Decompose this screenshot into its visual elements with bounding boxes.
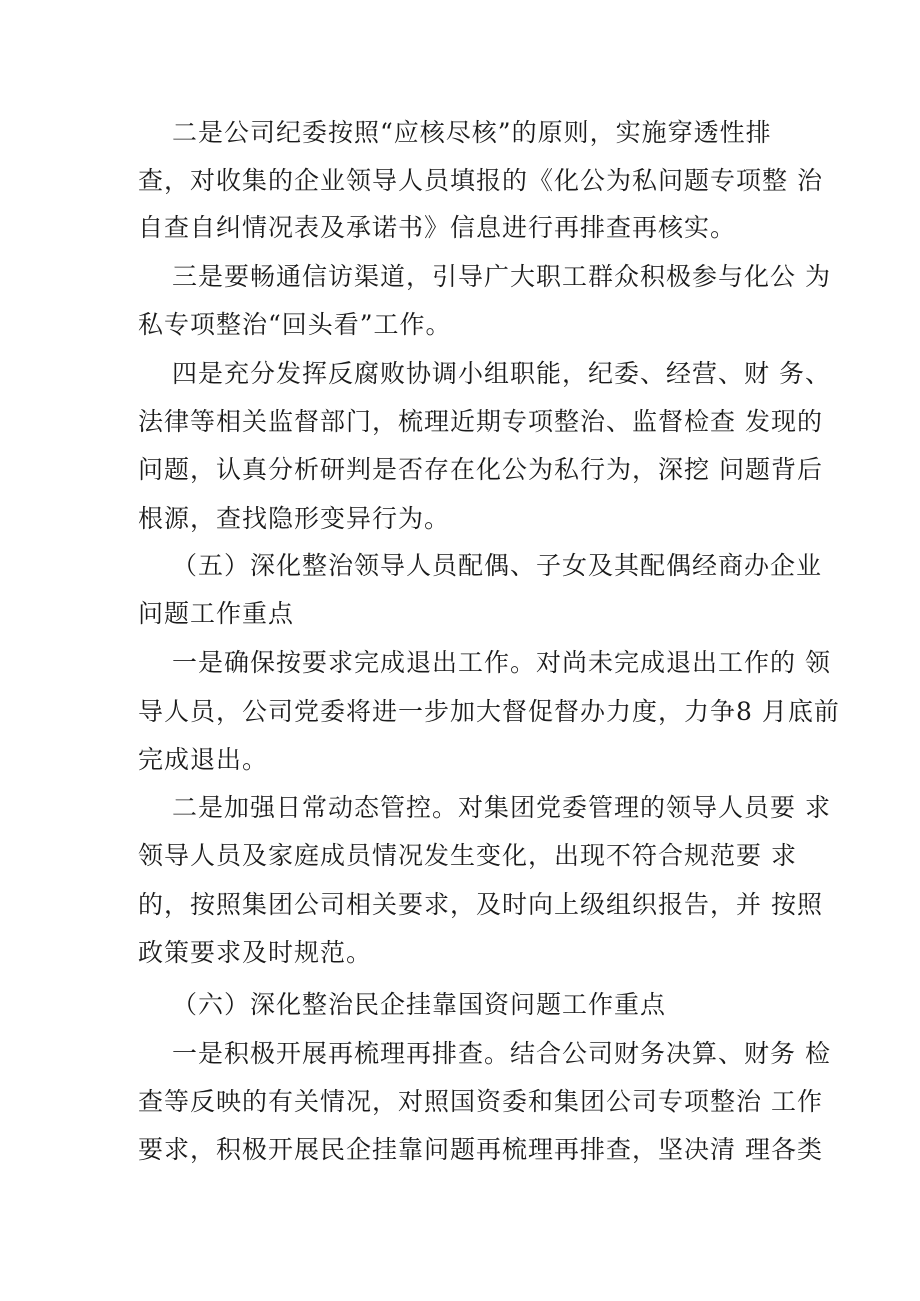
text-line: 导人员，公司党委将进一步加大督促督办力度，力争8 月底前 — [138, 697, 840, 726]
text-line: 二是公司纪委按照“应核尽核”的原则，实施穿透性排 — [172, 118, 772, 147]
text-line: 法律等相关监督部门，梳理近期专项整治、监督检查 发现的 — [138, 407, 823, 436]
text-line: 查，对收集的企业领导人员填报的《化公为私问题专项整 治 — [138, 166, 823, 195]
section-heading: （五）深化整治领导人员配偶、子女及其配偶经商办企业 — [172, 551, 823, 580]
text-line: 二是加强日常动态管控。对集团党委管理的领导人员要 求 — [172, 793, 831, 822]
text-line: 自查自纠情况表及承诺书》信息进行再排查再核实。 — [138, 213, 737, 242]
text-line: 私专项整治“回头看”工作。 — [138, 310, 452, 339]
text-line: 要求，积极开展民企挂靠问题再梳理再排查，坚决清 理各类 — [138, 1135, 823, 1164]
text-line: 查等反映的有关情况，对照国资委和集团公司专项整治 工作 — [138, 1087, 823, 1116]
text-line: 问题，认真分析研判是否存在化公为私行为，深挖 问题背后 — [138, 455, 823, 484]
text-line: 一是积极开展再梳理再排查。结合公司财务决算、财务 检 — [172, 1039, 831, 1068]
text-line: 的，按照集团公司相关要求，及时向上级组织报告，并 按照 — [138, 890, 823, 919]
text-line: 一是确保按要求完成退出工作。对尚未完成退出工作的 领 — [172, 648, 831, 677]
text-line: 政策要求及时规范。 — [138, 938, 373, 967]
text-line: 根源，查找隐形变异行为。 — [138, 504, 451, 533]
text-line: 领导人员及家庭成员情况发生变化，出现不符合规范要 求 — [138, 841, 797, 870]
text-line: 三是要畅通信访渠道，引导广大职工群众积极参与化公 为 — [172, 262, 831, 291]
section-heading: 问题工作重点 — [138, 599, 295, 628]
text-line: 四是充分发挥反腐败协调小组职能，纪委、经营、财 务、 — [172, 359, 831, 388]
section-heading: （六）深化整治民企挂靠国资问题工作重点 — [172, 990, 667, 1019]
text-line: 完成退出。 — [138, 745, 269, 774]
